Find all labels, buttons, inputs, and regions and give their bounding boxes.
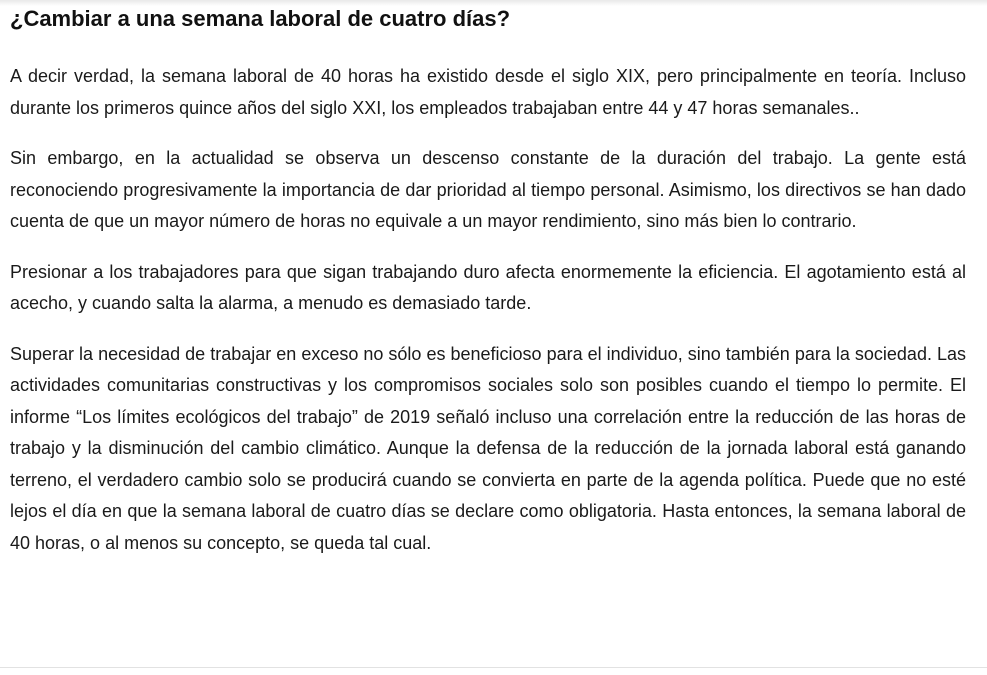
paragraph-3: Presionar a los trabajadores para que sigan trabajando duro afecta enormemente la eficiencia. El agotamiento está al acecho, y cuando salta la alarma, a menudo es demasiado tarde.	[10, 261, 966, 313]
paragraph-1: A decir verdad, la semana laboral de 40 horas ha existido desde el siglo XIX, pero principalmente en teoría. Incluso durante los primeros quince años del siglo XXI, los empleados trabajaban entre 44 y 47 horas semanales..	[10, 66, 966, 118]
paragraph-2: Sin embargo, en la actualidad se observa un descenso constante de la duración del trabajo. La gente está reconociendo progresivamente la importancia de dar prioridad al tiempo personal. Asimismo, los directivos se han dado cuenta de que un mayor número de horas no equivale a un mayor rendimiento, sino más bien lo contrario.	[10, 148, 966, 231]
article-title: ¿Cambiar a una semana laboral de cuatro días?	[10, 6, 511, 31]
article	[10, 4, 966, 559]
paragraph-4: Superar la necesidad de trabajar en exceso no sólo es beneficioso para el individuo, sino también para la sociedad. Las actividades comunitarias constructivas y los compromisos sociales solo son posibles cuando el tiempo lo permite. El informe “Los límites ecológicos del trabajo” de 2019 señaló incluso una correlación entre la reducción de las horas de trabajo y la disminución del cambio climático. Aunque la defensa de la reducción de la jornada laboral está ganando terreno, el verdadero cambio solo se producirá cuando se convierta en parte de la agenda política. Puede que no esté lejos el día en que la semana laboral de cuatro días se declare como obligatoria. Hasta entonces, la semana laboral de 40 horas, o al menos su concepto, se queda tal cual.	[10, 343, 966, 553]
bottom-divider	[0, 667, 987, 668]
